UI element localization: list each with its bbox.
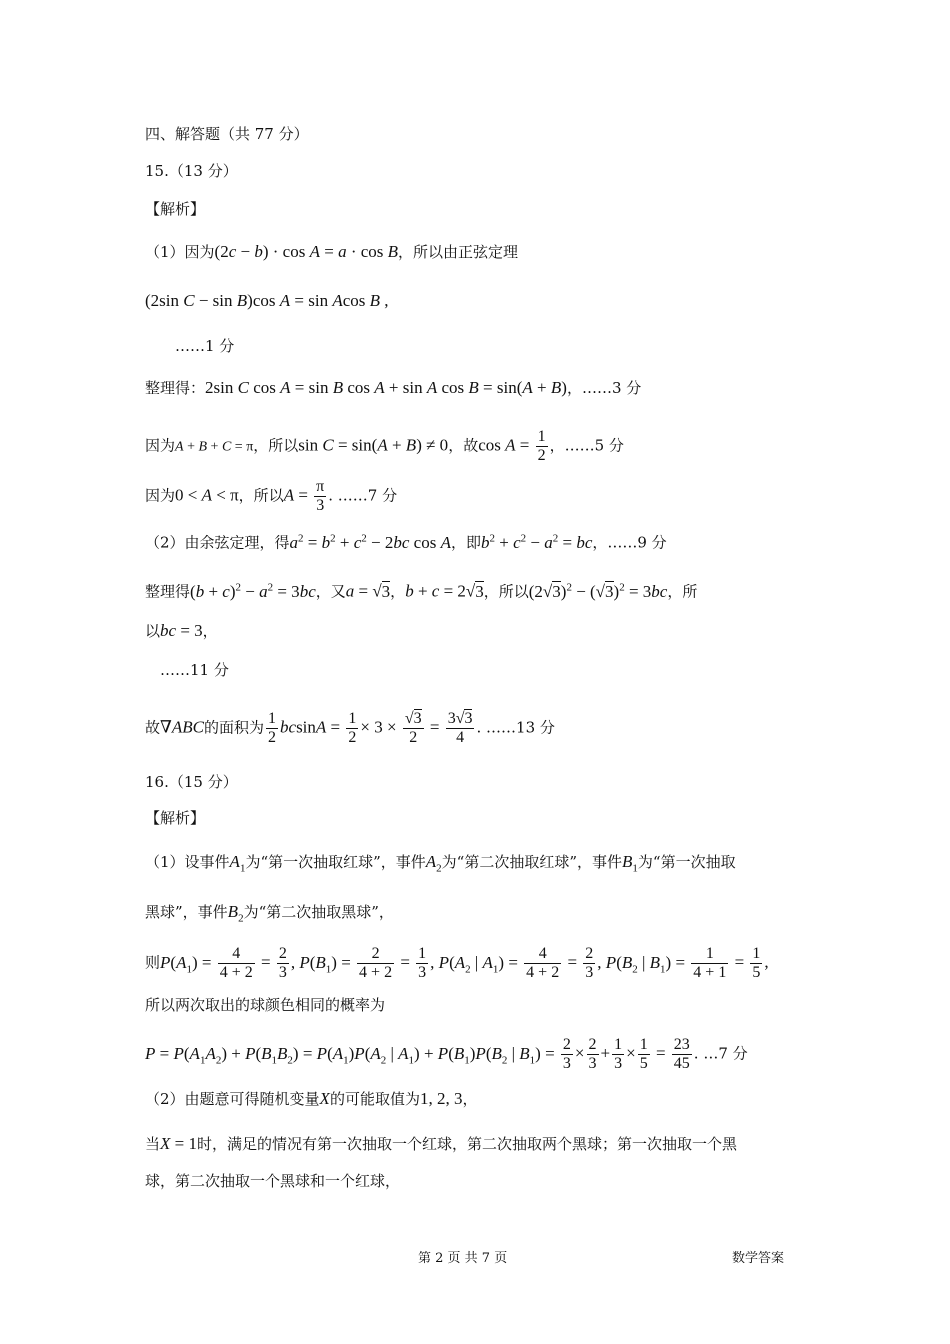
q16-part1-line: （1）设事件$A_1$为“第一次抽取红球”，事件$A_2$为“第二次抽取红球”，事件$B_1$为“第一次抽取 — [145, 852, 736, 875]
q15-angleA-line: 因为0 < A < π，所以A = $\frac{\pi}{3}$ . ……7 分 — [145, 478, 398, 514]
q15-score-1: ……1 分 — [175, 337, 235, 355]
q15-part2-line: （2）由余弦定理，得$a^2 = b^2 + c^2 - 2bc$ cos A，即$b^2 + c^2 - a^2$ = bc，……9 分 — [145, 532, 667, 552]
q16-jiexi: 【解析】 — [145, 809, 206, 827]
footer-label: 数学答案 — [732, 1251, 785, 1266]
page-number: 第 2 页 共 7 页 — [418, 1251, 508, 1266]
q15-cosA-line: 因为A + B + C = π，所以sin C = sin(A + B) ≠ 0，故cos A = $\frac{1}{2}$ ，……5 分 — [145, 428, 624, 464]
section-title: 四、解答题（共 77 分） — [145, 125, 309, 143]
q16-part2-line: （2）由题意可得随机变量X的可能取值为1, 2, 3， — [145, 1089, 478, 1108]
q15-bc-result: 以bc = 3， — [145, 621, 218, 640]
q16-header: 16.（15 分） — [145, 773, 238, 791]
q16-case1-line: 当X = 1时，满足的情况有第一次抽取一个红球，第二次抽取两个黑球；第一次抽取一个黑 — [145, 1134, 738, 1153]
q16-total-probability: $P = P(A_1A_2) + P(B_1B_2) = P(A_1)P(A_2$ | $A_1) + P(B_1)P(B_2$ | $B_1$) = $\frac{2}{3}$ × $\frac{2}{3}$ + $\frac{1}{3}$ × $\frac{1}{5}$ = $\frac{23}{45}$ . …7 分 — [145, 1036, 748, 1072]
q15-sine-rule-eq: (2sin C − sin B)cos A = sin Acos B , — [145, 291, 389, 310]
q15-header: 15.（13 分） — [145, 162, 238, 180]
q15-simplify-line: 整理得：2sin C cos A = sin B cos A + sin A cos B = sin(A + B)，……3 分 — [145, 378, 642, 397]
q16-same-color-text: 所以两次取出的球颜色相同的概率为 — [145, 996, 386, 1014]
q15-area-line: 故∇ABC的面积为 $\frac{1}{2}$ bcsinA = $\frac{1}{2}$ × 3 × $\frac{√3}{2}$ = $\frac{3√3}{4}$ . ……13 分 — [145, 710, 555, 746]
q16-probabilities: 则$P(A_1)$ = $\frac{4}{4 + 2}$ = $\frac{2}{3}$ , $P(B_1)$ = $\frac{2}{4 + 2}$ = $\frac{1}{3}$ , $P(A_2$ | $A_1$) = $\frac{4}{4 + 2}$ = $\frac{2}{3}$ , $P(B_2$ | $B_1$) = $\frac{1}{4 + 1}$ = $\frac{1}{5}$ , — [145, 945, 769, 981]
q16-case1-line2: 球，第二次抽取一个黑球和一个红球， — [145, 1172, 401, 1190]
q16-part1-line2: 黑球”，事件$B_2$为“第二次抽取黑球”， — [145, 902, 394, 925]
q15-score-11: ……11 分 — [160, 661, 229, 679]
q15-jiexi: 【解析】 — [145, 200, 206, 218]
q15-bc-line: 整理得$(b + c)^2 - a^2 = 3bc$，又a = √3，b + c = 2√3，所以$(2√3)^2 - (√3)^2 = 3bc$，所 — [145, 581, 698, 601]
q15-part1-line: （1）因为(2c − b) · cos A = a · cos B，所以由正弦定理 — [145, 242, 519, 261]
